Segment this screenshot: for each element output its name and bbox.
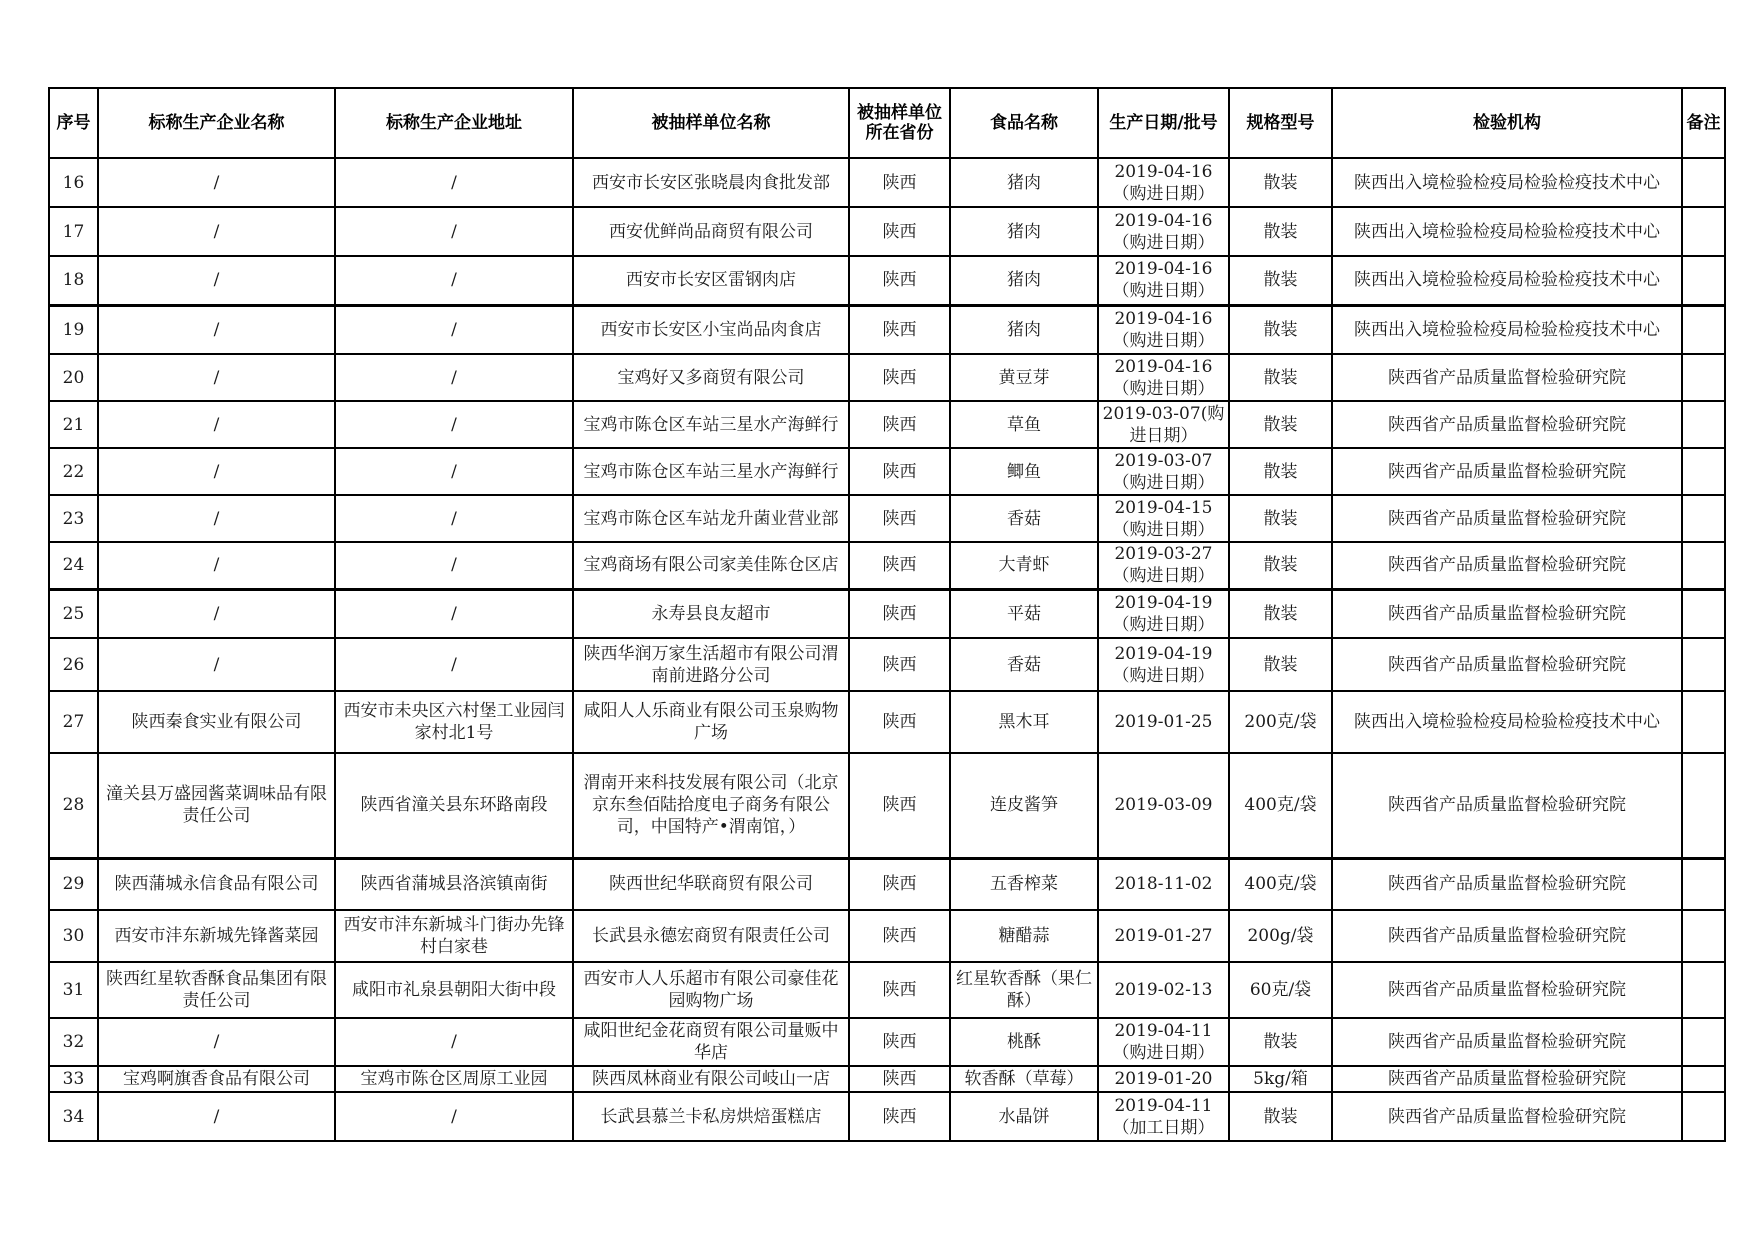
table-row <box>49 256 1725 305</box>
cell-sampled-unit: 陕西世纪华联商贸有限公司 <box>573 858 849 910</box>
cell-lab: 陕西省产品质量监督检验研究院 <box>1332 1092 1682 1141</box>
cell-spec: 散装 <box>1229 495 1332 542</box>
cell-sampled-unit: 永寿县良友超市 <box>573 589 849 638</box>
cell-province: 陕西 <box>849 1018 950 1066</box>
cell-date: 2019-02-13 <box>1098 962 1229 1018</box>
cell-maker: / <box>98 495 335 542</box>
cell-date: 2019-03-07(购进日期） <box>1098 401 1229 448</box>
cell-sampled-unit: 渭南开来科技发展有限公司（北京京东叁佰陆拾度电子商务有限公司，中国特产•渭南馆，） <box>573 753 849 858</box>
cell-address: / <box>335 354 573 401</box>
cell-sampled-unit: 西安市长安区雷钢肉店 <box>573 256 849 305</box>
cell-food: 平菇 <box>950 589 1098 638</box>
cell-seq: 33 <box>49 1066 98 1092</box>
cell-food: 软香酥（草莓） <box>950 1066 1098 1092</box>
cell-spec: 散装 <box>1229 448 1332 495</box>
cell-lab: 陕西省产品质量监督检验研究院 <box>1332 962 1682 1018</box>
cell-seq: 19 <box>49 305 98 354</box>
cell-seq: 21 <box>49 401 98 448</box>
cell-note <box>1682 305 1725 354</box>
cell-maker: / <box>98 542 335 589</box>
cell-seq: 26 <box>49 638 98 691</box>
table-row <box>49 910 1725 962</box>
cell-sampled-unit: 西安优鲜尚品商贸有限公司 <box>573 207 849 256</box>
cell-lab: 陕西出入境检验检疫局检验检疫技术中心 <box>1332 158 1682 207</box>
cell-maker: / <box>98 589 335 638</box>
cell-food: 猪肉 <box>950 158 1098 207</box>
header-food: 食品名称 <box>950 88 1098 158</box>
cell-spec: 散装 <box>1229 542 1332 589</box>
table-row <box>49 495 1725 542</box>
cell-date: 2019-04-16（购进日期） <box>1098 158 1229 207</box>
cell-spec: 散装 <box>1229 1018 1332 1066</box>
table-row <box>49 753 1725 858</box>
cell-date: 2019-04-16（购进日期） <box>1098 256 1229 305</box>
cell-food: 桃酥 <box>950 1018 1098 1066</box>
cell-lab: 陕西出入境检验检疫局检验检疫技术中心 <box>1332 691 1682 753</box>
cell-food: 红星软香酥（果仁酥） <box>950 962 1098 1018</box>
cell-food: 黄豆芽 <box>950 354 1098 401</box>
cell-maker: / <box>98 207 335 256</box>
cell-food: 连皮酱笋 <box>950 753 1098 858</box>
cell-date: 2019-01-20 <box>1098 1066 1229 1092</box>
cell-seq: 22 <box>49 448 98 495</box>
cell-maker: 陕西红星软香酥食品集团有限责任公司 <box>98 962 335 1018</box>
cell-sampled-unit: 宝鸡好又多商贸有限公司 <box>573 354 849 401</box>
cell-province: 陕西 <box>849 256 950 305</box>
cell-address: / <box>335 158 573 207</box>
cell-address: 西安市沣东新城斗门街办先锋村白家巷 <box>335 910 573 962</box>
cell-date: 2019-04-16（购进日期） <box>1098 354 1229 401</box>
table-row <box>49 589 1725 638</box>
cell-food: 猪肉 <box>950 305 1098 354</box>
cell-province: 陕西 <box>849 305 950 354</box>
cell-province: 陕西 <box>849 1066 950 1092</box>
cell-sampled-unit: 咸阳人人乐商业有限公司玉泉购物广场 <box>573 691 849 753</box>
cell-spec: 400克/袋 <box>1229 753 1332 858</box>
cell-address: 陕西省蒲城县洛滨镇南街 <box>335 858 573 910</box>
cell-province: 陕西 <box>849 158 950 207</box>
header-date: 生产日期/批号 <box>1098 88 1229 158</box>
cell-date: 2019-04-11（加工日期） <box>1098 1092 1229 1141</box>
cell-province: 陕西 <box>849 448 950 495</box>
cell-note <box>1682 1092 1725 1141</box>
cell-date: 2019-04-16（购进日期） <box>1098 305 1229 354</box>
cell-note <box>1682 753 1725 858</box>
cell-note <box>1682 858 1725 910</box>
cell-address: / <box>335 495 573 542</box>
cell-lab: 陕西省产品质量监督检验研究院 <box>1332 401 1682 448</box>
cell-sampled-unit: 西安市长安区张晓晨肉食批发部 <box>573 158 849 207</box>
cell-address: / <box>335 1092 573 1141</box>
cell-spec: 200克/袋 <box>1229 691 1332 753</box>
cell-address: / <box>335 305 573 354</box>
cell-note <box>1682 207 1725 256</box>
cell-spec: 散装 <box>1229 158 1332 207</box>
cell-date: 2019-04-16（购进日期） <box>1098 207 1229 256</box>
cell-date: 2019-04-11（购进日期） <box>1098 1018 1229 1066</box>
table-row <box>49 1066 1725 1092</box>
cell-lab: 陕西省产品质量监督检验研究院 <box>1332 495 1682 542</box>
table-row <box>49 401 1725 448</box>
cell-note <box>1682 401 1725 448</box>
cell-maker: 陕西蒲城永信食品有限公司 <box>98 858 335 910</box>
cell-date: 2019-04-19（购进日期） <box>1098 638 1229 691</box>
cell-note <box>1682 589 1725 638</box>
cell-seq: 34 <box>49 1092 98 1141</box>
cell-note <box>1682 691 1725 753</box>
header-province: 被抽样单位所在省份 <box>849 88 950 158</box>
cell-province: 陕西 <box>849 858 950 910</box>
header-spec: 规格型号 <box>1229 88 1332 158</box>
cell-maker: / <box>98 1018 335 1066</box>
cell-maker: 西安市沣东新城先锋酱菜园 <box>98 910 335 962</box>
cell-spec: 散装 <box>1229 1092 1332 1141</box>
header-address: 标称生产企业地址 <box>335 88 573 158</box>
cell-maker: / <box>98 354 335 401</box>
cell-lab: 陕西省产品质量监督检验研究院 <box>1332 638 1682 691</box>
cell-province: 陕西 <box>849 207 950 256</box>
cell-note <box>1682 1066 1725 1092</box>
cell-address: / <box>335 207 573 256</box>
cell-date: 2019-03-07（购进日期） <box>1098 448 1229 495</box>
cell-province: 陕西 <box>849 962 950 1018</box>
cell-date: 2019-03-27（购进日期） <box>1098 542 1229 589</box>
cell-note <box>1682 962 1725 1018</box>
cell-lab: 陕西省产品质量监督检验研究院 <box>1332 542 1682 589</box>
cell-spec: 散装 <box>1229 305 1332 354</box>
cell-note <box>1682 1018 1725 1066</box>
cell-seq: 18 <box>49 256 98 305</box>
cell-sampled-unit: 西安市长安区小宝尚品肉食店 <box>573 305 849 354</box>
table-row <box>49 962 1725 1018</box>
cell-date: 2018-11-02 <box>1098 858 1229 910</box>
cell-sampled-unit: 宝鸡市陈仓区车站龙升菌业营业部 <box>573 495 849 542</box>
cell-province: 陕西 <box>849 495 950 542</box>
cell-maker: / <box>98 256 335 305</box>
cell-date: 2019-04-19（购进日期） <box>1098 589 1229 638</box>
cell-date: 2019-03-09 <box>1098 753 1229 858</box>
cell-seq: 20 <box>49 354 98 401</box>
cell-maker: / <box>98 638 335 691</box>
table-row <box>49 638 1725 691</box>
header-maker: 标称生产企业名称 <box>98 88 335 158</box>
table-row <box>49 1018 1725 1066</box>
cell-address: / <box>335 401 573 448</box>
cell-lab: 陕西出入境检验检疫局检验检疫技术中心 <box>1332 256 1682 305</box>
cell-sampled-unit: 长武县慕兰卡私房烘焙蛋糕店 <box>573 1092 849 1141</box>
cell-food: 鲫鱼 <box>950 448 1098 495</box>
cell-maker: / <box>98 158 335 207</box>
header-seq: 序号 <box>49 88 98 158</box>
table-row <box>49 207 1725 256</box>
cell-lab: 陕西省产品质量监督检验研究院 <box>1332 354 1682 401</box>
cell-food: 水晶饼 <box>950 1092 1098 1141</box>
cell-seq: 24 <box>49 542 98 589</box>
cell-sampled-unit: 宝鸡市陈仓区车站三星水产海鲜行 <box>573 401 849 448</box>
cell-date: 2019-04-15（购进日期） <box>1098 495 1229 542</box>
cell-maker: / <box>98 1092 335 1141</box>
cell-food: 糖醋蒜 <box>950 910 1098 962</box>
cell-food: 草鱼 <box>950 401 1098 448</box>
cell-note <box>1682 354 1725 401</box>
cell-spec: 散装 <box>1229 401 1332 448</box>
cell-lab: 陕西出入境检验检疫局检验检疫技术中心 <box>1332 207 1682 256</box>
cell-lab: 陕西省产品质量监督检验研究院 <box>1332 858 1682 910</box>
cell-seq: 23 <box>49 495 98 542</box>
table-row <box>49 691 1725 753</box>
header-sampled-unit: 被抽样单位名称 <box>573 88 849 158</box>
cell-spec: 400克/袋 <box>1229 858 1332 910</box>
cell-note <box>1682 638 1725 691</box>
header-lab: 检验机构 <box>1332 88 1682 158</box>
cell-address: 咸阳市礼泉县朝阳大街中段 <box>335 962 573 1018</box>
header-row <box>49 88 1725 158</box>
cell-maker: / <box>98 305 335 354</box>
cell-province: 陕西 <box>849 1092 950 1141</box>
cell-note <box>1682 158 1725 207</box>
cell-province: 陕西 <box>849 753 950 858</box>
cell-food: 香菇 <box>950 495 1098 542</box>
cell-lab: 陕西省产品质量监督检验研究院 <box>1332 910 1682 962</box>
cell-address: / <box>335 589 573 638</box>
cell-spec: 散装 <box>1229 207 1332 256</box>
table-body <box>49 158 1725 1141</box>
cell-lab: 陕西省产品质量监督检验研究院 <box>1332 448 1682 495</box>
cell-seq: 29 <box>49 858 98 910</box>
cell-address: / <box>335 638 573 691</box>
cell-sampled-unit: 宝鸡商场有限公司家美佳陈仓区店 <box>573 542 849 589</box>
cell-food: 黑木耳 <box>950 691 1098 753</box>
table-row <box>49 354 1725 401</box>
cell-address: / <box>335 448 573 495</box>
cell-spec: 60克/袋 <box>1229 962 1332 1018</box>
cell-address: / <box>335 256 573 305</box>
cell-province: 陕西 <box>849 354 950 401</box>
cell-address: / <box>335 542 573 589</box>
cell-date: 2019-01-25 <box>1098 691 1229 753</box>
cell-sampled-unit: 宝鸡市陈仓区车站三星水产海鲜行 <box>573 448 849 495</box>
cell-sampled-unit: 陕西凤林商业有限公司岐山一店 <box>573 1066 849 1092</box>
cell-seq: 25 <box>49 589 98 638</box>
cell-maker: 陕西秦食实业有限公司 <box>98 691 335 753</box>
cell-spec: 5kg/箱 <box>1229 1066 1332 1092</box>
cell-food: 大青虾 <box>950 542 1098 589</box>
cell-address: / <box>335 1018 573 1066</box>
cell-lab: 陕西出入境检验检疫局检验检疫技术中心 <box>1332 305 1682 354</box>
cell-maker: / <box>98 448 335 495</box>
cell-province: 陕西 <box>849 542 950 589</box>
cell-province: 陕西 <box>849 589 950 638</box>
header-note: 备注 <box>1682 88 1725 158</box>
cell-sampled-unit: 长武县永德宏商贸有限责任公司 <box>573 910 849 962</box>
cell-note <box>1682 910 1725 962</box>
cell-spec: 200g/袋 <box>1229 910 1332 962</box>
cell-lab: 陕西省产品质量监督检验研究院 <box>1332 753 1682 858</box>
cell-province: 陕西 <box>849 691 950 753</box>
cell-sampled-unit: 陕西华润万家生活超市有限公司渭南前进路分公司 <box>573 638 849 691</box>
cell-address: 陕西省潼关县东环路南段 <box>335 753 573 858</box>
cell-address: 西安市未央区六村堡工业园闫家村北1号 <box>335 691 573 753</box>
cell-address: 宝鸡市陈仓区周原工业园 <box>335 1066 573 1092</box>
sampling-results-table <box>48 87 1726 1142</box>
cell-seq: 27 <box>49 691 98 753</box>
cell-lab: 陕西省产品质量监督检验研究院 <box>1332 1018 1682 1066</box>
cell-seq: 30 <box>49 910 98 962</box>
table-row <box>49 542 1725 589</box>
cell-seq: 32 <box>49 1018 98 1066</box>
cell-food: 香菇 <box>950 638 1098 691</box>
cell-lab: 陕西省产品质量监督检验研究院 <box>1332 589 1682 638</box>
cell-seq: 17 <box>49 207 98 256</box>
cell-food: 五香榨菜 <box>950 858 1098 910</box>
cell-seq: 16 <box>49 158 98 207</box>
cell-spec: 散装 <box>1229 589 1332 638</box>
cell-seq: 28 <box>49 753 98 858</box>
cell-province: 陕西 <box>849 401 950 448</box>
table-row <box>49 858 1725 910</box>
cell-maker: / <box>98 401 335 448</box>
cell-maker: 潼关县万盛园酱菜调味品有限责任公司 <box>98 753 335 858</box>
table-row <box>49 305 1725 354</box>
cell-spec: 散装 <box>1229 354 1332 401</box>
table-row <box>49 158 1725 207</box>
cell-note <box>1682 542 1725 589</box>
cell-lab: 陕西省产品质量监督检验研究院 <box>1332 1066 1682 1092</box>
cell-maker: 宝鸡啊旗香食品有限公司 <box>98 1066 335 1092</box>
table-row <box>49 448 1725 495</box>
cell-sampled-unit: 咸阳世纪金花商贸有限公司量贩中华店 <box>573 1018 849 1066</box>
cell-province: 陕西 <box>849 638 950 691</box>
table-row <box>49 1092 1725 1141</box>
cell-note <box>1682 495 1725 542</box>
cell-note <box>1682 448 1725 495</box>
cell-spec: 散装 <box>1229 256 1332 305</box>
cell-food: 猪肉 <box>950 256 1098 305</box>
cell-province: 陕西 <box>849 910 950 962</box>
cell-date: 2019-01-27 <box>1098 910 1229 962</box>
cell-seq: 31 <box>49 962 98 1018</box>
cell-sampled-unit: 西安市人人乐超市有限公司豪佳花园购物广场 <box>573 962 849 1018</box>
cell-spec: 散装 <box>1229 638 1332 691</box>
cell-note <box>1682 256 1725 305</box>
cell-food: 猪肉 <box>950 207 1098 256</box>
